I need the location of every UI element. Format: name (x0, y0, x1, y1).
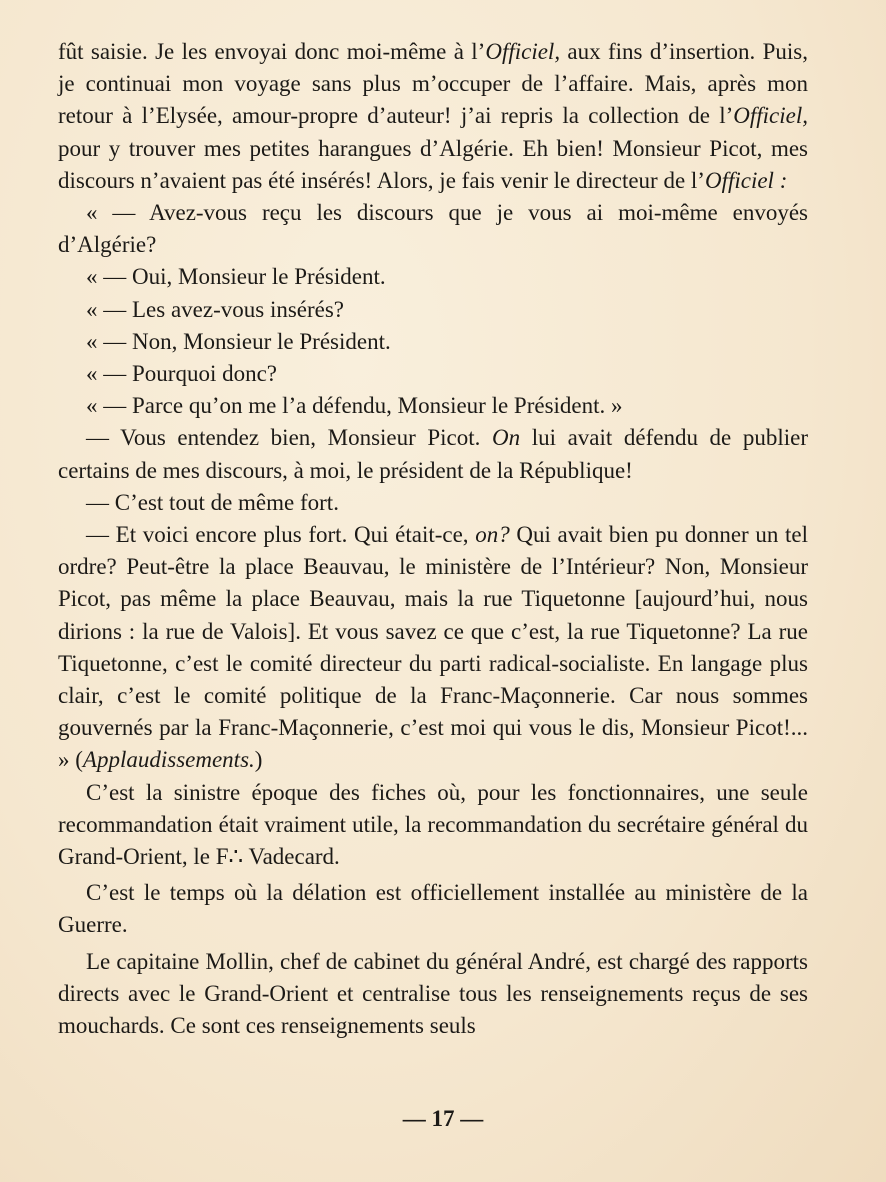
text-run: fût saisie. Je les envoyai donc moi-même à l’ (58, 39, 486, 64)
text-run: aux fins d’insertion. Puis, je continuai mon voyage sans plus m’occuper de l’affaire. Mais, après mon retour à l’Elysée, amour-propre d’auteur! j’ai repris la collection de l’ (58, 39, 808, 129)
body-text (58, 36, 808, 1042)
paragraph (58, 487, 808, 519)
paragraph (58, 36, 808, 197)
text-run: « — Pourquoi donc? (86, 361, 278, 387)
page-number: — 17 — (402, 1106, 484, 1131)
paragraph (58, 261, 808, 293)
paragraph (58, 946, 808, 1043)
text-run: lui avait défendu de publier certains de mes discours, à moi, le président de la République! (58, 425, 808, 483)
text-run: « — Avez-vous reçu les discours que je vous ai moi-même envoyés d’Algérie? (58, 200, 808, 258)
text-run: — C’est tout de même fort. (86, 489, 339, 515)
italic-text: on? (475, 522, 510, 548)
text-run: pour y trouver mes petites harangues d’Algérie. Eh bien! Monsieur Picot, mes discours n’avaient pas été insérés! Alors, je fais venir le directeur de l’ (58, 135, 808, 193)
paragraph (58, 519, 808, 777)
paragraph (58, 326, 808, 358)
paragraph (58, 422, 808, 486)
text-run: — Et voici encore plus fort. Qui était-ce, (86, 522, 476, 548)
text-run: « — Oui, Monsieur le Président. (86, 264, 386, 290)
paragraph (58, 390, 808, 422)
paragraph (58, 358, 808, 390)
text-run: « — Les avez-vous insérés? (86, 296, 345, 322)
italic-text: Officiel : (704, 167, 788, 193)
text-run: Qui avait bien pu donner un tel ordre? Peut-être la place Beauvau, le ministère de l’Intérieur? Non, Monsieur Picot, pas même la place Beauvau, mais la rue Tiquetonne [aujourd’hui, nous dirions : la rue de Valois]. Et vous savez ce que c’est, la rue Tiquetonne? La rue Tiquetonne, c’est le comité directeur du parti radical-socialiste. En langage plus clair, c’est le comité politique de la Franc-Maçonnerie. Car nous sommes gouvernés par la Franc-Maçonnerie, c’est moi qui vous le dis, Monsieur Picot!... » ( (58, 522, 808, 773)
text-run: « — Parce qu’on me l’a défendu, Monsieur le Président. » (86, 393, 623, 419)
paragraph (58, 777, 808, 874)
paragraph (58, 197, 808, 261)
italic-text: Officiel, (485, 39, 561, 64)
italic-text: Officiel, (733, 103, 808, 129)
paragraph (58, 294, 808, 326)
italic-text: Applaudissements. (82, 747, 255, 773)
paragraph (58, 877, 808, 941)
text-run: Le capitaine Mollin, chef de cabinet du général André, est chargé des rapports directs avec le Grand-Orient et centralise tous les renseignements reçus de ses mouchards. Ce sont ces renseignements seuls (58, 948, 808, 1039)
text-run: C’est la sinistre époque des fiches où, pour les fonctionnaires, une seule recommandation était vraiment utile, la recommandation du secrétaire général du Grand-Orient, le F∴ Vadecard. (58, 779, 808, 870)
italic-text: On (492, 425, 521, 451)
text-run: C’est le temps où la délation est officiellement installée au ministère de la Guerre. (58, 880, 808, 938)
text-run: — Vous entendez bien, Monsieur Picot. (86, 425, 492, 451)
text-run: ) (254, 747, 263, 773)
text-run: « — Non, Monsieur le Président. (86, 328, 391, 354)
